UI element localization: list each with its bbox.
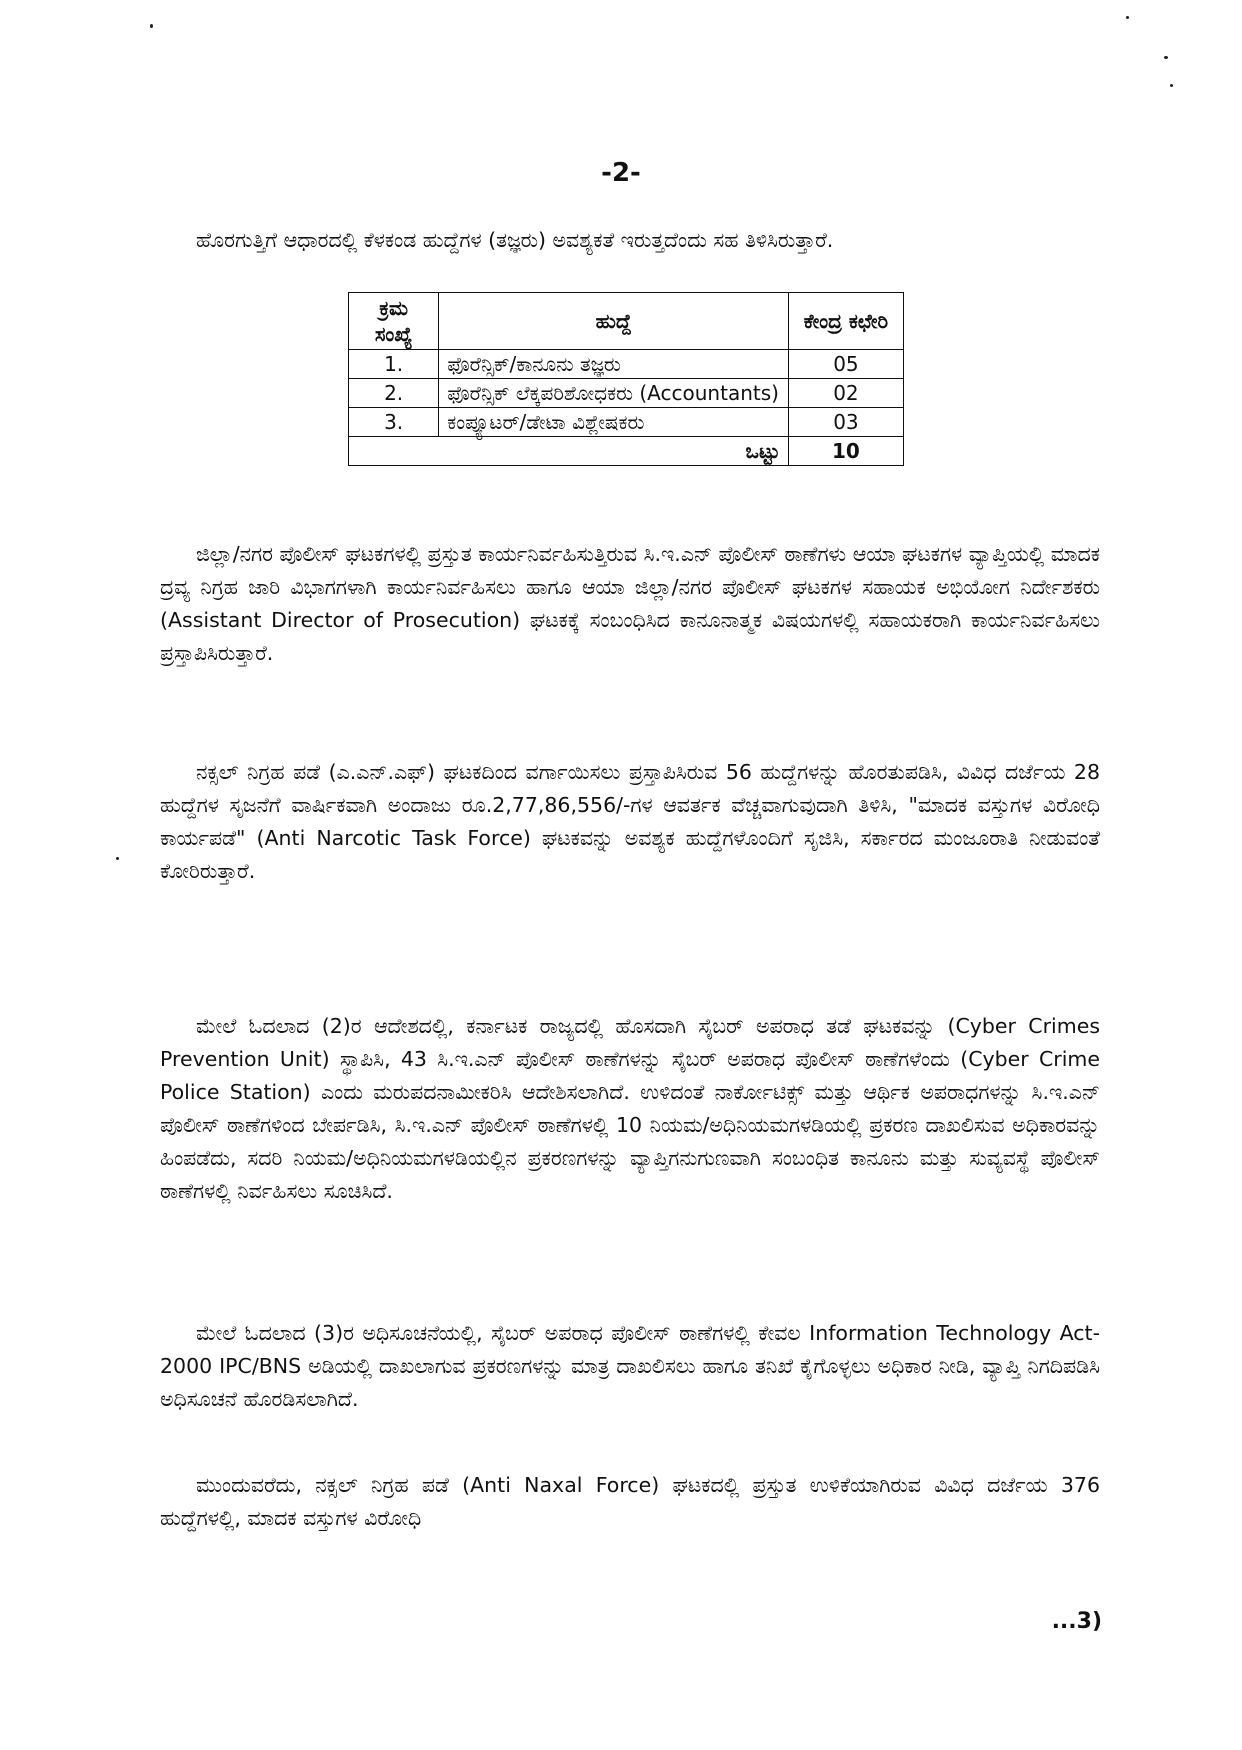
- body-paragraph: ನಕ್ಸಲ್ ನಿಗ್ರಹ ಪಡೆ (ಎ.ಎನ್.ಎಫ್) ಘಟಕದಿಂದ ವರ್ಗಾಯಿಸಲು ಪ್ರಸ್ತಾಪಿಸಿರುವ 56 ಹುದ್ದೆಗಳನ್ನು ಹೊರತುಪಡಿಸಿ, ವಿವಿಧ ದರ್ಜೆಯ 28 ಹುದ್ದೆಗಳ ಸೃಜನೆಗೆ ವಾರ್ಷಿಕವಾಗಿ ಅಂದಾಜು ರೂ.2,77,86,556/-ಗಳ ಆವರ್ತಕ ವೆಚ್ಚವಾಗುವುದಾಗಿ ತಿಳಿಸಿ, "ಮಾದಕ ವಸ್ತುಗಳ ವಿರೋಧಿ ಕಾರ್ಯಪಡೆ" (Anti Narcotic Task Force) ಘಟಕವನ್ನು ಅವಶ್ಯಕ ಹುದ್ದೆಗಳೊಂದಿಗೆ ಸೃಜಿಸಿ, ಸರ್ಕಾರದ ಮಂಜೂರಾತಿ ನೀಡುವಂತೆ ಕೋರಿರುತ್ತಾರೆ.: [160, 760, 1100, 883]
- scan-speck: [116, 857, 119, 860]
- cell-count: 03: [788, 408, 903, 437]
- cell-serial-no: 1.: [349, 350, 439, 379]
- cell-post: ಫೊರೆನ್ಸಿಕ್ ಲೆಕ್ಕಪರಿಶೋಧಕರು (Accountants): [439, 379, 789, 408]
- scan-speck: [1164, 56, 1168, 59]
- header-head-office: ಕೇಂದ್ರ ಕಛೇರಿ: [788, 293, 903, 350]
- table-header-row: [349, 293, 904, 350]
- scan-speck: [1126, 16, 1129, 19]
- table-row: [349, 379, 904, 408]
- table-row: [349, 408, 904, 437]
- intro-paragraph: ಹೊರಗುತ್ತಿಗೆ ಆಧಾರದಲ್ಲಿ ಕೆಳಕಂಡ ಹುದ್ದೆಗಳ (ತಜ್ಞರು) ಅವಶ್ಯಕತೆ ಇರುತ್ತದೆಂದು ಸಹ ತಿಳಿಸಿರುತ್ತಾರೆ.: [196, 228, 834, 252]
- cell-serial-no: 2.: [349, 379, 439, 408]
- total-value: 10: [788, 437, 903, 466]
- page-number: -2-: [601, 158, 641, 188]
- cell-post: ಕಂಪ್ಯೂಟರ್/ಡೇಟಾ ವಿಶ್ಲೇಷಕರು: [439, 408, 789, 437]
- cell-count: 05: [788, 350, 903, 379]
- table-total-row: [349, 437, 904, 466]
- scan-speck: [150, 24, 153, 28]
- body-paragraph: ಮೇಲೆ ಓದಲಾದ (3)ರ ಅಧಿಸೂಚನೆಯಲ್ಲಿ, ಸೈಬರ್ ಅಪರಾಧ ಪೊಲೀಸ್ ಠಾಣೆಗಳಲ್ಲಿ ಕೇವಲ Information Technology Act-2000 IPC/BNS ಅಡಿಯಲ್ಲಿ ದಾಖಲಾಗುವ ಪ್ರಕರಣಗಳನ್ನು ಮಾತ್ರ ದಾಖಲಿಸಲು ಹಾಗೂ ತನಿಖೆ ಕೈಗೊಳ್ಳಲು ಅಧಿಕಾರ ನೀಡಿ, ವ್ಯಾಪ್ತಿ ನಿಗದಿಪಡಿಸಿ ಅಧಿಸೂಚನೆ ಹೊರಡಿಸಲಾಗಿದೆ.: [160, 1321, 1100, 1411]
- scan-speck: [1170, 84, 1173, 87]
- cell-post: ಫೊರೆನ್ಸಿಕ್/ಕಾನೂನು ತಜ್ಞರು: [439, 350, 789, 379]
- total-label: ಒಟ್ಟು: [349, 437, 789, 466]
- page-continuation-marker: ...3): [1051, 1609, 1102, 1634]
- body-paragraph: ಮೇಲೆ ಓದಲಾದ (2)ರ ಆದೇಶದಲ್ಲಿ, ಕರ್ನಾಟಕ ರಾಜ್ಯದಲ್ಲಿ ಹೊಸದಾಗಿ ಸೈಬರ್ ಅಪರಾಧ ತಡೆ ಘಟಕವನ್ನು (Cyber Crimes Prevention Unit) ಸ್ಥಾಪಿಸಿ, 43 ಸಿ.ಇ.ಎನ್ ಪೊಲೀಸ್ ಠಾಣೆಗಳನ್ನು ಸೈಬರ್ ಅಪರಾಧ ಪೊಲೀಸ್ ಠಾಣೆಗಳೆಂದು (Cyber Crime Police Station) ಎಂದು ಮರುಪದನಾಮೀಕರಿಸಿ ಆದೇಶಿಸಲಾಗಿದೆ. ಉಳಿದಂತೆ ನಾರ್ಕೋಟಿಕ್ಸ್ ಮತ್ತು ಆರ್ಥಿಕ ಅಪರಾಧಗಳನ್ನು ಸಿ.ಇ.ಎನ್ ಪೊಲೀಸ್ ಠಾಣೆಗಳಿಂದ ಬೇರ್ಪಡಿಸಿ, ಸಿ.ಇ.ಎನ್ ಪೊಲೀಸ್ ಠಾಣೆಗಳಲ್ಲಿ 10 ನಿಯಮ/ಅಧಿನಿಯಮಗಳಡಿಯಲ್ಲಿ ಪ್ರಕರಣ ದಾಖಲಿಸುವ ಅಧಿಕಾರವನ್ನು ಹಿಂಪಡೆದು, ಸದರಿ ನಿಯಮ/ಅಧಿನಿಯಮಗಳಡಿಯಲ್ಲಿನ ಪ್ರಕರಣಗಳನ್ನು ವ್ಯಾಪ್ತಿಗನುಗುಣವಾಗಿ ಸಂಬಂಧಿತ ಕಾನೂನು ಮತ್ತು ಸುವ್ಯವಸ್ಥೆ ಪೊಲೀಸ್ ಠಾಣೆಗಳಲ್ಲಿ ನಿರ್ವಹಿಸಲು ಸೂಚಿಸಿದೆ.: [160, 1014, 1100, 1203]
- table-row: [349, 350, 904, 379]
- posts-table: [348, 292, 904, 466]
- body-paragraph: ಮುಂದುವರೆದು, ನಕ್ಸಲ್ ನಿಗ್ರಹ ಪಡೆ (Anti Naxal Force) ಘಟಕದಲ್ಲಿ ಪ್ರಸ್ತುತ ಉಳಿಕೆಯಾಗಿರುವ ವಿವಿಧ ದರ್ಜೆಯ 376 ಹುದ್ದೆಗಳಲ್ಲಿ, ಮಾದಕ ವಸ್ತುಗಳ ವಿರೋಧಿ: [160, 1473, 1100, 1530]
- header-serial-no: ಕ್ರಮ ಸಂಖ್ಯೆ: [349, 293, 439, 350]
- cell-count: 02: [788, 379, 903, 408]
- cell-serial-no: 3.: [349, 408, 439, 437]
- header-post: ಹುದ್ದೆ: [439, 293, 789, 350]
- body-paragraph: ಜಿಲ್ಲಾ/ನಗರ ಪೊಲೀಸ್ ಘಟಕಗಳಲ್ಲಿ ಪ್ರಸ್ತುತ ಕಾರ್ಯನಿರ್ವಹಿಸುತ್ತಿರುವ ಸಿ.ಇ.ಎನ್ ಪೊಲೀಸ್ ಠಾಣೆಗಳು ಆಯಾ ಘಟಕಗಳ ವ್ಯಾಪ್ತಿಯಲ್ಲಿ ಮಾದಕ ದ್ರವ್ಯ ನಿಗ್ರಹ ಜಾರಿ ವಿಭಾಗಗಳಾಗಿ ಕಾರ್ಯನಿರ್ವಹಿಸಲು ಹಾಗೂ ಆಯಾ ಜಿಲ್ಲಾ/ನಗರ ಪೊಲೀಸ್ ಘಟಕಗಳ ಸಹಾಯಕ ಅಭಿಯೋಗ ನಿರ್ದೇಶಕರು (Assistant Director of Prosecution) ಘಟಕಕ್ಕೆ ಸಂಬಂಧಿಸಿದ ಕಾನೂನಾತ್ಮಕ ವಿಷಯಗಳಲ್ಲಿ ಸಹಾಯಕರಾಗಿ ಕಾರ್ಯನಿರ್ವಹಿಸಲು ಪ್ರಸ್ತಾಪಿಸಿರುತ್ತಾರೆ.: [160, 542, 1100, 665]
